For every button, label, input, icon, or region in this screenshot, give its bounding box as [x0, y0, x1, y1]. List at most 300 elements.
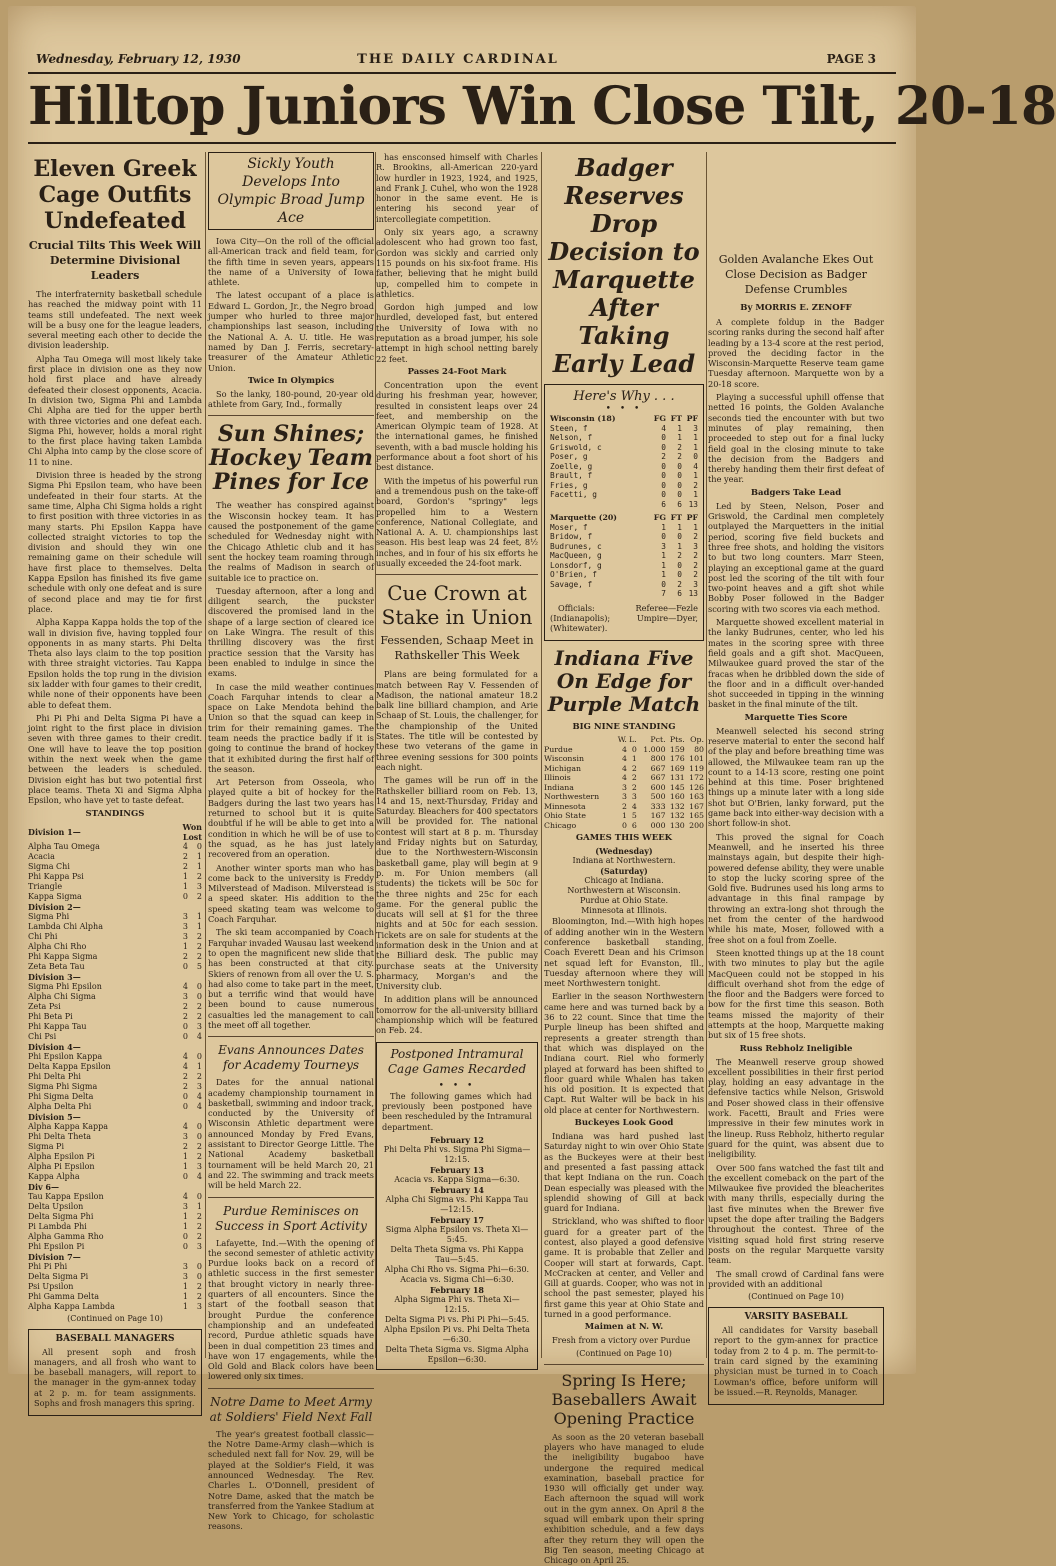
- paragraph: In case the mild weather continues Coach Farquhar intends to clear a space on Lake Mendota behind the Union so that the squad can keep in trim for their remaining games. The team needs the practice badly if it is going to continue the brand of hockey that it exhibited during the first half of the season.: [208, 681, 374, 774]
- schedule-date: (Wednesday): [595, 846, 653, 857]
- table-row: [28, 1012, 202, 1022]
- team-name: Sigma Phi Sigma: [28, 1081, 98, 1091]
- table-row: [550, 523, 698, 533]
- table-row: [550, 513, 698, 523]
- lost-count: 2: [196, 1001, 202, 1011]
- standing-value: 4: [621, 744, 627, 754]
- cue-crown-headline: Cue Crown at Stake in Union: [381, 581, 533, 630]
- issue-date: Wednesday, February 12, 1930: [36, 52, 241, 66]
- standing-value: 0: [621, 820, 627, 830]
- standing-value: 4: [621, 773, 627, 783]
- stat-header: FT: [670, 513, 682, 522]
- table-row: [28, 902, 202, 912]
- standing-value: 176: [669, 754, 685, 764]
- team-name: Alpha Delta Phi: [28, 1101, 92, 1111]
- lost-count: 3: [196, 1021, 202, 1031]
- standing-value: 1: [631, 754, 637, 764]
- free-throws: 2: [677, 442, 682, 452]
- player-name: Poser, g: [550, 452, 588, 461]
- table-row: [544, 745, 704, 755]
- table-row: [28, 942, 202, 952]
- team-name: Tau Kappa Epsilon: [28, 1191, 104, 1201]
- column-3: [376, 152, 538, 1364]
- paragraph: A complete foldup in the Badger scoring ranks during the second half after leading by a 13-4 score at the rest period, proved the deciding factor in the Wisconsin-Marquette Reserve team game Tuesday afternoon. Marquette won by a 20-18 score.: [708, 317, 884, 389]
- field-goals: 4: [661, 423, 666, 433]
- team-name: Zeta Beta Tau: [28, 961, 85, 971]
- divider: [208, 1036, 374, 1037]
- team-name: Alpha Kappa Kappa: [28, 1121, 108, 1131]
- lost-count: 0: [196, 1191, 202, 1201]
- schedule-game: Minnesota at Illinois.: [581, 906, 667, 916]
- lost-count: 0: [196, 1271, 202, 1281]
- spring-article: [544, 1432, 704, 1566]
- reserves-article-4: [708, 1057, 884, 1290]
- postponed-games-schedule: [382, 1135, 532, 1365]
- standing-value: 2: [621, 801, 627, 811]
- divider: [208, 415, 374, 416]
- table-row: [28, 912, 202, 922]
- standing-value: 159: [669, 744, 685, 754]
- paragraph: Strickland, who was shifted to floor guard for a greater part of the contest, also played a good defensive game. It is probable that Zeller and Cooper will start at forwards, Capt. McCracken at center, and Veller and Gill at guards. Cooper, who was not in school the past semester, played his first game this year at Ohio State and turned in a good performance.: [544, 1216, 704, 1320]
- total-value: 6: [677, 499, 682, 509]
- division-header: Division 4—: [28, 1041, 81, 1052]
- standing-value: 2: [631, 773, 637, 783]
- lost-count: 0: [196, 1261, 202, 1271]
- standing-value: 167: [689, 801, 704, 811]
- table-row: [544, 764, 704, 774]
- varsity-baseball-body: All candidates for Varsity baseball report to the gym-annex for practice today from 2 to 4 p. m. The permit-to-train card signed by the examining physician must be turned in to Coach Lowman's office, before uniform will be issued.—R. Reynolds, Manager.: [714, 1325, 878, 1397]
- paragraph: As soon as the 20 veteran baseball players who have managed to elude the ineligibility bugaboo have undergone the required medical examination, baseball practice for 1930 will officially get under way. Each afternoon the squad will work out in the gym annex. On April 8 the squad will embark upon their spring exhibition schedule, and a few days after they return they will open the Big Ten season, meeting Chicago at Chicago on April 25.: [544, 1431, 704, 1566]
- personal-fouls: 1: [693, 522, 698, 532]
- table-row: [28, 1192, 202, 1202]
- lost-count: 1: [196, 861, 202, 871]
- won-count: 4: [182, 1121, 188, 1131]
- indiana-article-cont: [544, 1131, 704, 1319]
- dots-ornament-icon: • • •: [605, 404, 643, 414]
- team-name: Pi Lambda Phi: [28, 1221, 87, 1231]
- schedule-game: Phi Delta Phi vs. Sigma Phi Sigma—12:15.: [383, 1144, 531, 1164]
- paragraph: Steen knotted things up at the 18 count with two minutes to play but the agile MacQueen could not be stopped in his difficult overhand shot from the edge of the floor and the Badgers were forced to bow for the first time this season. Both teams missed the majority of their attempts at the hoop, Marquette making but six of 15 free shots.: [708, 947, 884, 1041]
- won-lost-header: Won Lost: [182, 821, 202, 842]
- standing-value: 0: [631, 744, 637, 754]
- won-count: 2: [182, 851, 188, 861]
- won-count: 2: [182, 951, 188, 961]
- free-throws: 0: [677, 560, 682, 570]
- player-name: Lonsdorf, g: [550, 560, 602, 570]
- paragraph: Indiana was hard pushed last Saturday night to win over Ohio State as the Buckeyes were at their best and presented a fast passing attack that kept Indiana on the run. Coach Dean especially was pleased with the splendid showing of Gill at back guard for Indiana.: [544, 1131, 704, 1214]
- totals-label: [550, 500, 650, 510]
- indiana-headline: Indiana Five On Edge for Purple Match: [547, 646, 701, 717]
- reserves-headline: Badger Reserves Drop Decision to Marquette After Taking Early Lead: [548, 153, 700, 378]
- player-name: Budrunes, c: [550, 541, 602, 551]
- won-count: 3: [182, 1261, 188, 1271]
- standing-value: 600: [650, 782, 666, 792]
- buckeyes-subhead: Buckeyes Look Good: [574, 1118, 674, 1129]
- lost-count: 2: [196, 1141, 202, 1151]
- box-score-title: Here's Why . . .: [573, 389, 675, 404]
- field-goals: 0: [661, 579, 666, 589]
- table-row: [28, 1092, 202, 1102]
- standing-value: 167: [650, 811, 666, 821]
- paragraph: So the lanky, 180-pound, 20-year old athlete from Gary, Ind., formally: [208, 388, 374, 410]
- table-row: [550, 433, 698, 443]
- personal-fouls: 1: [693, 490, 698, 499]
- purdue-article: [208, 1238, 374, 1382]
- team-name: Chi Psi: [28, 1031, 57, 1041]
- table-row: [544, 754, 704, 764]
- standing-value: 101: [689, 754, 704, 764]
- team-name: Chi Phi: [28, 931, 58, 941]
- player-name: Savage, f: [550, 579, 593, 589]
- team-name: Zeta Psi: [28, 1001, 61, 1011]
- lost-count: 2: [196, 1011, 202, 1021]
- indiana-continued: (Continued on Page 10): [576, 1348, 672, 1358]
- lost-count: 0: [196, 1131, 202, 1141]
- greek-cage-article: [28, 289, 202, 806]
- schedule-game: Acacia vs. Kappa Sigma—6:30.: [394, 1174, 520, 1184]
- paragraph: Alpha Kappa Kappa holds the top of the wall in division five, having toppled four opponents in as many starts. Phi Delta Theta also lays claim to the top position with three straight victories. Tau Kappa Epsilon holds the top rung in the division six ladder with four games to their credit, while none of their opponents have been able to defeat them.: [28, 617, 202, 710]
- team-name: Alpha Chi Rho: [28, 941, 87, 951]
- table-row: [28, 1212, 202, 1222]
- baseball-managers-body: All present soph and frosh managers, and all frosh who want to be baseball managers, will report to the manager in the gym-annex today at 2 p. m. for team assignments. Sophs and frosh managers this spring.: [34, 1346, 196, 1409]
- lost-count: 3: [196, 1301, 202, 1311]
- table-row: [550, 490, 698, 500]
- divider: [376, 574, 538, 575]
- table-row: [28, 1172, 202, 1182]
- paragraph: With the impetus of his powerful run and a tremendous push on the take-off board, Gordon's "springy" legs propelled him to a Western conference, National Collegiate, and National A. A. U. championships last season. His best leap was 24 feet, 8½ inches, and in four of his six efforts he usually exceeded the 24-foot mark.: [376, 475, 538, 568]
- team-name: Delta Sigma Phi: [28, 1211, 94, 1221]
- table-row: [28, 1082, 202, 1092]
- won-count: 3: [182, 921, 188, 931]
- paragraph: has ensconsed himself with Charles R. Brookins, all-American 220-yard low hurdler in 1923, 1924, and 1925, and Frank J. Cuhel, who won the 1928 honor in the same event. He is entering his second year of intercollegiate competition.: [376, 152, 538, 224]
- team-name: Alpha Gamma Rho: [28, 1231, 104, 1241]
- team-name: Phi Epsilon Pi: [28, 1241, 85, 1251]
- won-count: 1: [182, 1211, 188, 1221]
- baseball-managers-box: [28, 1329, 202, 1417]
- standing-value: 800: [650, 754, 666, 764]
- table-row: [28, 1042, 202, 1052]
- field-goals: 0: [661, 442, 666, 452]
- personal-fouls: 0: [693, 452, 698, 461]
- table-row: [28, 1132, 202, 1142]
- standing-value: 1.000: [643, 744, 666, 754]
- notre-dame-headline: Notre Dame to Meet Army at Soldiers' Field Next Fall: [209, 1394, 373, 1424]
- standing-value: 165: [689, 811, 704, 821]
- won-count: 0: [182, 891, 188, 901]
- player-name: Steen, f: [550, 423, 588, 433]
- paragraph: The Meanwell reserve group showed excellent possibilities in their first period play, holding an easy advantage in the defensive tactics while Nelson, Griswold and Poser showed class in their offensive work. Facetti, Brault and Fries were impressive in their few minutes work in the lineup. Russ Rebholz, hitherto regular guard for the quint, was absent due to ineligibility.: [708, 1056, 884, 1160]
- won-count: 4: [182, 1061, 188, 1071]
- column-rule: [706, 152, 707, 1358]
- field-goals: 1: [661, 522, 666, 532]
- standings-title: STANDINGS: [85, 808, 145, 819]
- player-name: MacQueen, g: [550, 551, 602, 560]
- schedule-date: (Saturday): [600, 866, 648, 877]
- paragraph: Gordon high jumped and low hurdled, developed fast, but entered the University of Iowa with no reputation as a broad jumper, his sole attempt in high school netting barely 22 feet.: [376, 302, 538, 364]
- lost-count: 2: [196, 941, 202, 951]
- free-throws: 1: [677, 522, 682, 532]
- won-count: 2: [182, 1081, 188, 1091]
- table-row: [28, 1302, 202, 1312]
- standing-value: 1: [621, 811, 627, 821]
- paragraph: Meanwell selected his second string reserve material to enter the second half of the play and before breathing time was allowed, the Milwaukee team ran up the count to a 14-13 score, resting one point behind at this time. Poser brightened things up a minute later with a long side shot but O'Brien, lanky forward, put the game back into either-way decision with a short follow-in shot.: [708, 725, 884, 829]
- team-name: Minnesota: [544, 801, 586, 811]
- team-name: Phi Pi Phi: [28, 1261, 68, 1271]
- free-throws: 1: [677, 541, 682, 551]
- standing-value: 5: [631, 811, 637, 821]
- table-row: [550, 532, 698, 542]
- total-value: 13: [688, 589, 698, 598]
- purdue-headline: Purdue Reminisces on Success in Sport Activity: [215, 1203, 367, 1233]
- table-row: [550, 481, 698, 491]
- free-throws: 0: [677, 570, 682, 579]
- table-row: [550, 542, 698, 552]
- paragraph: Playing a successful uphill offense that netted 16 points, the Golden Avalanche seconds tied the encounter with but two minutes of play remaining, then proceeded to step out for a final lucky field goal in the closing minute to take the decision from the Badgers and thereby handing them their first defeat of the year.: [708, 392, 884, 485]
- newspaper-page: [8, 6, 1056, 1566]
- paragraph: Marquette showed excellent material in the lanky Budrunes, center, who led his mates in the scoring spree with three field goals and a gift shot. MacQueen, Milwaukee guard proved the star of the fracas when he dribbled down the side of the floor and in a difficult over-handed shot succeeded in tipping in the winning basket in the final minute of the tilt.: [708, 617, 884, 710]
- won-count: 1: [182, 1291, 188, 1301]
- team-name: Alpha Pi Epsilon: [28, 1161, 95, 1171]
- table-row: [544, 802, 704, 812]
- total-value: 6: [677, 589, 682, 598]
- box-score: [544, 384, 704, 641]
- table-row: [28, 1152, 202, 1162]
- table-row: [550, 580, 698, 590]
- standing-value: 333: [650, 801, 666, 811]
- total-value: 6: [661, 499, 666, 509]
- team-name: Delta Kappa Epsilon: [28, 1061, 111, 1071]
- standing-value: 667: [650, 763, 666, 773]
- team-name: Ohio State: [544, 811, 586, 821]
- table-row: [28, 1282, 202, 1292]
- table-row: [550, 570, 698, 580]
- table-row: [28, 992, 202, 1002]
- evans-article: [208, 1077, 374, 1190]
- lost-count: 3: [196, 1161, 202, 1171]
- lost-count: 1: [196, 921, 202, 931]
- paragraph: Tuesday afternoon, after a long and diligent search, the puckster discovered the promised land in the shape of a large section of cleared ice on Lake Wingra. The result of this thrilling discovery was the first practice session that the Varsity has been enabled to indulge in since the exams.: [208, 585, 374, 679]
- won-count: 3: [182, 1271, 188, 1281]
- team-name: Phi Beta Pi: [28, 1011, 73, 1021]
- lost-count: 2: [196, 1211, 202, 1221]
- paragraph: The latest occupant of a place is Edward L. Gordon, Jr., the Negro broad jumper who hurled to three major championships last season, including the National A. A. U. title. He was named by Dan J. Ferris, secretary-treasurer of the Amateur Athletic Union.: [208, 290, 374, 373]
- dots-ornament-icon: • • •: [438, 1080, 476, 1091]
- notre-dame-article: [208, 1429, 374, 1532]
- standing-value: 80: [694, 744, 704, 754]
- personal-fouls: 1: [693, 433, 698, 442]
- standing-header: Pct.: [650, 735, 666, 745]
- standing-value: 132: [669, 801, 685, 811]
- standing-value: 3: [631, 792, 637, 802]
- schedule-date: February 17: [430, 1214, 484, 1225]
- table-row: [28, 982, 202, 992]
- table-row: [28, 1052, 202, 1062]
- division-header: Division 3—: [28, 971, 81, 982]
- table-row: [28, 1022, 202, 1032]
- free-throws: 0: [677, 480, 682, 490]
- stat-header: PF: [686, 513, 698, 522]
- team-name: Michigan: [544, 763, 582, 773]
- lost-count: 0: [196, 1051, 202, 1061]
- indiana-article: [544, 916, 704, 1115]
- won-count: 2: [182, 1141, 188, 1151]
- lost-count: 3: [196, 1081, 202, 1091]
- table-row: [544, 792, 704, 802]
- field-goals: 1: [661, 570, 666, 579]
- standing-value: 667: [650, 773, 666, 783]
- field-goals: 3: [661, 541, 666, 551]
- player-name: O'Brien, f: [550, 570, 597, 579]
- table-row: [550, 424, 698, 434]
- paragraph: Lafayette, Ind.—With the opening of the second semester of athletic activity Purdue looks back on a record of athletic success in the first semester that brought victory in nearly three-quarters of all encounters. Since the start of the football season that brought Purdue the conference championship and an undefeated record, Purdue athletic squads have been in dual competition 23 times and have won 17 engagements, while the Old Gold and Black colors have been lowered only six times.: [208, 1237, 374, 1382]
- standing-value: 163: [689, 792, 704, 802]
- won-count: 2: [182, 1001, 188, 1011]
- lost-count: 1: [196, 851, 202, 861]
- won-count: 1: [182, 871, 188, 881]
- paragraph: The interfraternity basketball schedule has reached the midway point with 11 teams still undefeated. The next week will be a busy one for the league leaders, several meeting each other to decide the division leadership.: [28, 289, 202, 351]
- table-row: [28, 1222, 202, 1232]
- team-name: Alpha Kappa Lambda: [28, 1301, 115, 1311]
- spring-headline: Spring Is Here; Baseballers Await Opening Practice: [551, 1370, 697, 1428]
- won-count: 4: [182, 1191, 188, 1201]
- table-row: [544, 783, 704, 793]
- division-header: Division 5—: [28, 1111, 81, 1122]
- team-name: Kappa Sigma: [28, 891, 82, 901]
- table-row: [550, 500, 698, 510]
- won-count: 1: [182, 881, 188, 891]
- lost-count: 2: [196, 1231, 202, 1241]
- standing-value: 3: [621, 792, 627, 802]
- free-throws: 2: [677, 452, 682, 461]
- won-count: 3: [182, 1201, 188, 1211]
- lost-count: 2: [196, 951, 202, 961]
- team-name: Phi Kappa Tau: [28, 1021, 87, 1031]
- table-row: [28, 862, 202, 872]
- standing-header: L.: [629, 735, 637, 745]
- table-row: [28, 1242, 202, 1252]
- schedule-game: Acacia vs. Sigma Chi—6:30.: [400, 1274, 514, 1284]
- won-count: 0: [182, 1031, 188, 1041]
- table-row: [550, 561, 698, 571]
- column-5: [708, 152, 884, 1397]
- team-name: Sigma Phi Epsilon: [28, 981, 102, 991]
- won-count: 0: [182, 1171, 188, 1181]
- team-name: Phi Delta Phi: [28, 1071, 81, 1081]
- lost-count: 0: [196, 981, 202, 991]
- table-row: [28, 1262, 202, 1272]
- reserves-article-3: [708, 726, 884, 1041]
- passes-subhead: Passes 24-Foot Mark: [407, 366, 507, 377]
- schedule-game: Northwestern at Wisconsin.: [567, 886, 681, 896]
- paragraph: Only six years ago, a scrawny adolescent who had grown too fast, Gordon was sickly and carried only 115 pounds on his six-foot frame. His father, believing that he might build up, compelled him to compete in athletics.: [376, 227, 538, 299]
- schedule-game: Alpha Chi Sigma vs. Phi Kappa Tau—12:15.: [385, 1194, 529, 1214]
- team-name: Sigma Chi: [28, 861, 70, 871]
- paragraph: Phi Pi Phi and Delta Sigma Pi have a joint right to the first place in division seven with three games to their credit. One will have to leave the top position within the next week when the game between the leaders is scheduled. Division eight has but two potential first place teams. Theta Xi and Sigma Alpha Epsilon, who have yet to taste defeat.: [28, 712, 202, 806]
- olympic-article-jump-cont: [376, 380, 538, 568]
- team-name: Acacia: [28, 851, 55, 861]
- lost-count: 1: [196, 1061, 202, 1071]
- player-name: Bridow, f: [550, 532, 593, 541]
- won-count: 0: [182, 961, 188, 971]
- player-name: Moser, f: [550, 522, 588, 532]
- olympic-article-cont: [208, 389, 374, 410]
- lost-count: 4: [196, 1091, 202, 1101]
- table-row: [28, 892, 202, 902]
- won-count: 1: [182, 1161, 188, 1171]
- team-name: Phi Epsilon Kappa: [28, 1051, 103, 1061]
- paragraph: Division three is headed by the strong Sigma Phi Epsilon team, who have been undefeated in their four starts. At the same time, Alpha Chi Sigma holds a right to first position with three victories in as many starts. Phi Epsilon Kappa have collected straight victories to top the division and should they win one remaining game on their schedule will have first place to themselves. Delta Kappa Epsilon has finished its five game schedule with only one defeat and is sure of second place and may tie for first place.: [28, 470, 202, 614]
- team-name: Triangle: [28, 881, 63, 891]
- team-name: Purdue: [544, 744, 573, 754]
- paragraph: This proved the signal for Coach Meanwell, and he inserted his three mainstays again, but despite their high-powered defense ability, they were unable to stop the lucky scoring spree of the Gold five. Budrunes used his long arms to advantage in this final rampage by throwing an extra-long shot through the net from the center of the hardwood while his mate, Moser, followed with a free shot on a foul from Zoelle.: [708, 831, 884, 945]
- table-row: [544, 735, 704, 745]
- table-row: [550, 462, 698, 472]
- indiana-article-end: [544, 1335, 704, 1345]
- lost-count: 3: [196, 881, 202, 891]
- table-row: [28, 1072, 202, 1082]
- cue-crown-deck: Fessenden, Schaap Meet in Rathskeller This Week: [380, 634, 534, 663]
- olympic-headline: Sickly Youth Develops Into Olympic Broad Jump Ace: [208, 152, 374, 230]
- standing-value: 000: [650, 820, 666, 830]
- schedule-game: Alpha Chi Rho vs. Sigma Phi—6:30.: [384, 1264, 530, 1274]
- won-count: 2: [182, 1071, 188, 1081]
- column-rule: [541, 152, 542, 1358]
- standing-value: 4: [631, 801, 637, 811]
- team-name: Indiana: [544, 782, 574, 792]
- table-row: [550, 589, 698, 599]
- schedule-game: Chicago at Indiana.: [584, 876, 664, 886]
- reserves-continued: (Continued on Page 10): [748, 1292, 844, 1302]
- varsity-baseball-title: VARSITY BASEBALL: [744, 1312, 848, 1323]
- team-header: [544, 735, 615, 745]
- varsity-baseball-box: [708, 1307, 884, 1405]
- olympic-article-jump: [376, 152, 538, 364]
- table-row: [28, 932, 202, 942]
- team-name: Alpha Chi Sigma: [28, 991, 96, 1001]
- paragraph: Bloomington, Ind.—With high hopes of adding another win in the Western conference basketball standing, Coach Everett Dean and his Crimson net squad left for Evanston, Ill., Tuesday afternoon where they will meet Northwestern tonight.: [544, 916, 704, 989]
- team-name: Lambda Chi Alpha: [28, 921, 103, 931]
- total-value: 13: [688, 499, 698, 509]
- paragraph: The year's greatest football classic—the Notre Dame-Army clash—which is scheduled next fall for Nov. 29, will be played at the Soldier's Field, it was announced Wednesday. The Rev. Charles L. O'Donnell, president of Notre Dame, asked that the match be transferred from the Yankee Stadium at New York to Chicago, for scholastic reasons.: [208, 1428, 374, 1532]
- maimen-subhead: Maimen at N. W.: [584, 1322, 664, 1333]
- paper-name: THE DAILY CARDINAL: [357, 52, 559, 67]
- table-row: [28, 922, 202, 932]
- player-name: Brault, f: [550, 471, 593, 480]
- table-row: [544, 811, 704, 821]
- divider: [544, 1364, 704, 1365]
- personal-fouls: 2: [693, 480, 698, 490]
- team-name: Northwestern: [544, 792, 600, 802]
- table-row: [28, 1002, 202, 1012]
- standing-header: Pts.: [669, 735, 685, 745]
- games-week-title: GAMES THIS WEEK: [575, 833, 673, 844]
- table-row: [550, 452, 698, 462]
- column-4: [544, 152, 704, 1566]
- schedule-date: February 14: [430, 1184, 484, 1195]
- won-count: 0: [182, 1021, 188, 1031]
- standing-header: Op.: [690, 735, 704, 745]
- team-name: Kappa Alpha: [28, 1171, 80, 1181]
- lost-count: 2: [196, 1221, 202, 1231]
- header-rule: [28, 72, 896, 74]
- lost-count: 2: [196, 1151, 202, 1161]
- big-nine-table: [544, 735, 704, 830]
- table-row: [28, 1232, 202, 1242]
- reserves-deck: Golden Avalanche Ekes Out Close Decision as Badger Defense Crumbles: [718, 253, 874, 296]
- big-nine-title: BIG NINE STANDING: [572, 722, 676, 733]
- free-throws: 1: [677, 433, 682, 442]
- team-name: Phi Kappa Sigma: [28, 951, 98, 961]
